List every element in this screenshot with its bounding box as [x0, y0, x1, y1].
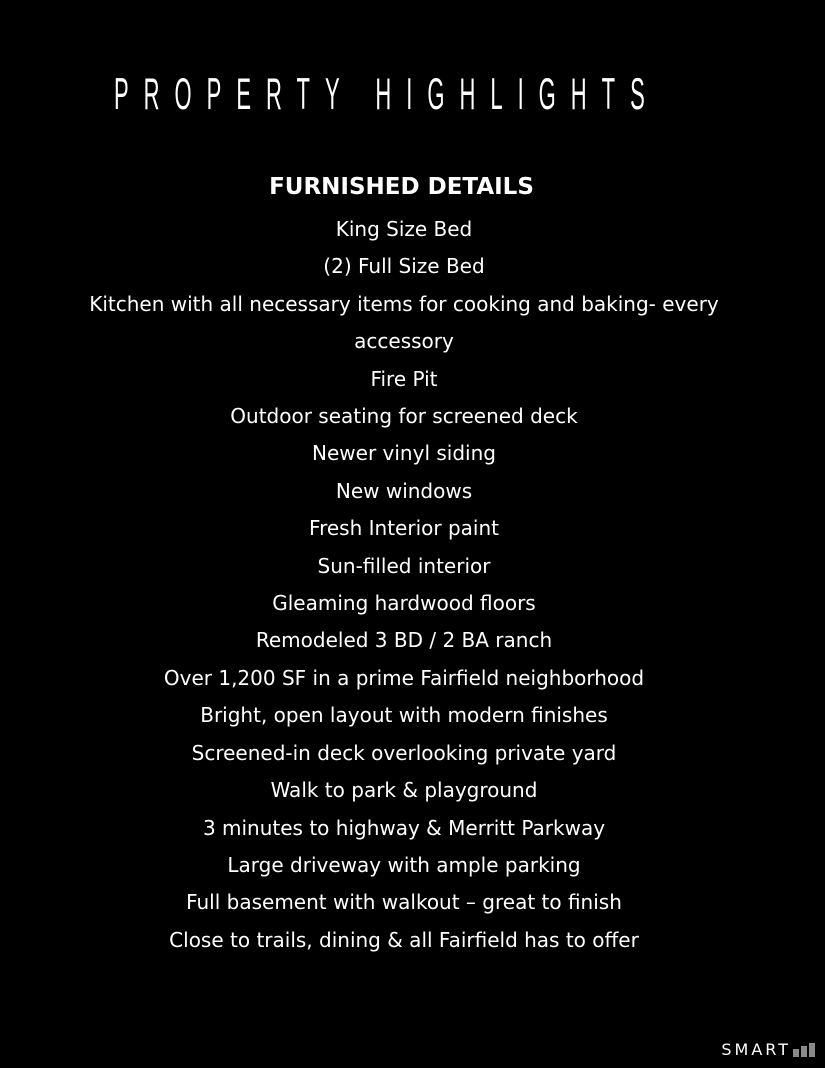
list-item: Fresh Interior paint [309, 516, 499, 541]
list-item: King Size Bed [335, 217, 473, 241]
list-item: Screened-in deck overlooking private yard [191, 740, 617, 765]
list-item: New windows [335, 478, 473, 503]
list-item: Large driveway with ample parking [227, 852, 581, 877]
highlights-list [0, 211, 808, 959]
section-heading: FURNISHED DETAILS [269, 174, 534, 200]
list-item: Kitchen with all necessary items for cooking and baking- every accessory [89, 291, 719, 354]
list-item: Newer vinyl siding [312, 441, 496, 466]
list-item: Bright, open layout with modern finishes [200, 703, 608, 728]
list-item: Sun-filled interior [317, 553, 491, 578]
page-title: PROPERTY HIGHLIGHTS [114, 69, 660, 120]
list-item: Gleaming hardwood floors [272, 591, 536, 616]
list-item: Fire Pit [370, 366, 438, 391]
list-item: Over 1,200 SF in a prime Fairfield neighborhood [163, 665, 645, 690]
list-item: Outdoor seating for screened deck [230, 404, 578, 429]
list-item: Close to trails, dining & all Fairfield has to offer [169, 927, 639, 952]
brand-name: SMART [721, 1040, 791, 1059]
mls-bars-icon [793, 1043, 815, 1057]
list-item: 3 minutes to highway & Merritt Parkway [202, 815, 606, 840]
list-item: Walk to park & playground [270, 778, 538, 803]
list-item: Remodeled 3 BD / 2 BA ranch [255, 628, 553, 653]
brand-logo [721, 1040, 815, 1060]
list-item: (2) Full Size Bed [323, 254, 485, 279]
list-item: Full basement with walkout – great to finish [186, 890, 622, 915]
